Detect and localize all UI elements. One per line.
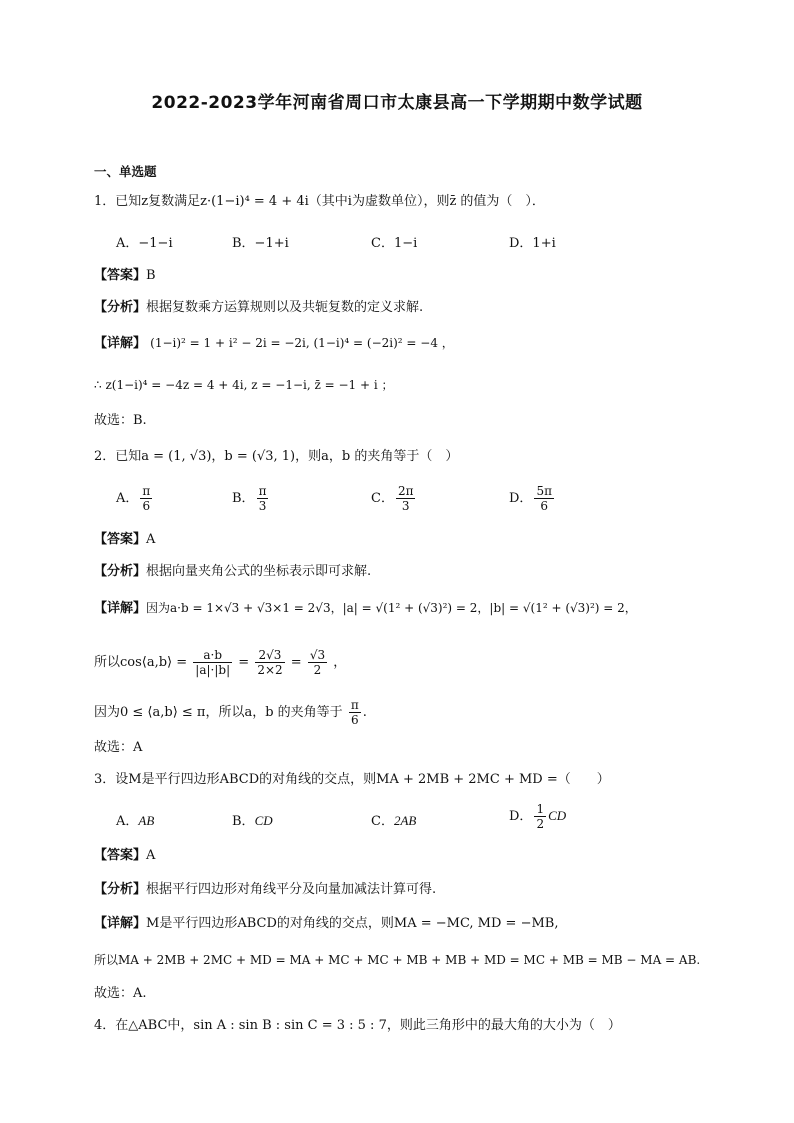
option-label: C． [371, 814, 394, 829]
q3-detail-line-1 [94, 914, 558, 934]
q2-option-b [232, 484, 270, 513]
question-2-stem: 2．已知a = (1, √3)，b = (√3, 1)，则a，b 的夹角等于（ ） [94, 449, 459, 464]
q1-detail-line-2: ∴ z(1−i)⁴ = −4z = 4 + 4i, z = −1−i, z̄ = −1 + i ； [94, 378, 394, 392]
cos-prefix: 所以cos⟨a,b⟩ = [94, 655, 188, 670]
answer-tag: 【答案】 [94, 848, 147, 863]
denominator: 2 [536, 817, 545, 831]
denominator: 3 [401, 499, 410, 513]
detail-text: M是平行四边形ABCD的对角线的交点，则MA = −MC, MD = −MB, [146, 916, 559, 931]
numerator: 2√3 [255, 648, 284, 663]
q2-conclusion: 故选：A [94, 740, 143, 755]
q1-option-c: C．1−i [371, 236, 418, 251]
fraction-angle [349, 698, 361, 727]
q1-answer [94, 266, 156, 286]
analysis-tag: 【分析】 [94, 300, 147, 315]
q1-analysis [94, 298, 423, 318]
option-vector: CD [548, 808, 567, 823]
denominator: |a|·|b| [195, 663, 231, 677]
section-heading: 一、单选题 [94, 164, 157, 179]
option-label: B． [232, 814, 255, 829]
answer-value: A [146, 848, 156, 863]
denominator: 6 [142, 499, 151, 513]
option-label: D． [509, 809, 533, 824]
line-end: . [362, 705, 367, 720]
question-1-stem: 1．已知z复数满足z·(1−i)⁴ = 4 + 4i（其中i为虚数单位），则z̄ 的值为（ ）． [94, 194, 545, 209]
equals-sign: = [290, 655, 302, 670]
q2-option-d [509, 484, 556, 513]
q3-option-a [116, 810, 154, 829]
page-title: 2022-2023学年河南省周口市太康县高一下学期期中数学试题 [151, 93, 643, 113]
fraction-result [308, 648, 327, 677]
option-vector: 2AB [393, 813, 417, 828]
numerator: 1 [536, 802, 545, 816]
q3-option-c [371, 810, 416, 829]
numerator: π [142, 484, 151, 498]
q2-option-a [116, 484, 154, 513]
q2-detail-line-1 [94, 598, 637, 619]
q1-conclusion: 故选：B. [94, 413, 147, 428]
answer-tag: 【答案】 [94, 268, 147, 283]
q1-detail-line-1 [94, 333, 454, 354]
numerator: a·b [193, 648, 232, 663]
option-fraction [140, 484, 152, 513]
q3-analysis [94, 880, 436, 900]
option-label: B． [232, 491, 255, 506]
denominator: 2×2 [257, 663, 283, 677]
option-label: A． [116, 814, 139, 829]
q1-option-b: B．−1+i [232, 236, 289, 251]
detail-tag: 【详解】 [94, 336, 147, 351]
detail-tag: 【详解】 [94, 601, 147, 616]
range-text: 因为0 ≤ ⟨a,b⟩ ≤ π，所以a，b 的夹角等于 [94, 705, 343, 720]
denominator: 6 [350, 713, 359, 727]
q2-option-c [371, 484, 417, 513]
line-end: ， [333, 655, 347, 670]
q2-detail-line-2 [94, 646, 346, 680]
analysis-text: 根据向量夹角公式的坐标表示即可求解. [146, 564, 372, 579]
numerator: π [258, 484, 267, 498]
answer-value: B [146, 268, 156, 283]
option-fraction [534, 484, 554, 513]
option-label: A． [116, 491, 139, 506]
fraction-values [255, 648, 284, 677]
option-vector: CD [254, 813, 273, 828]
q1-option-d: D．1+i [509, 236, 556, 251]
detail-tag: 【详解】 [94, 916, 147, 931]
denominator: 2 [313, 663, 322, 677]
q1-option-a: A．−1−i [116, 236, 173, 251]
question-3-stem: 3．设M是平行四边形ABCD的对角线的交点，则MA + 2MB + 2MC + MD =（ ） [94, 772, 610, 787]
denominator: 3 [258, 499, 267, 513]
detail-text: (1−i)² = 1 + i² − 2i = −2i, (1−i)⁴ = (−2i)² = −4 ， [150, 336, 454, 350]
denominator: 6 [540, 499, 549, 513]
option-fraction [257, 484, 269, 513]
analysis-tag: 【分析】 [94, 882, 147, 897]
numerator: 2π [397, 484, 414, 498]
q2-detail-line-3 [94, 698, 367, 728]
q3-option-d [509, 802, 566, 831]
numerator: √3 [309, 648, 326, 662]
answer-value: A [146, 532, 156, 547]
q3-conclusion: 故选：A. [94, 986, 147, 1001]
analysis-text: 根据平行四边形对角线平分及向量加减法计算可得. [146, 882, 437, 897]
q3-answer [94, 846, 155, 866]
q3-option-b [232, 810, 273, 829]
numerator: 5π [536, 484, 552, 498]
option-fraction [534, 802, 546, 831]
q2-analysis [94, 562, 371, 582]
option-vector: AB [138, 813, 155, 828]
q3-detail-line-2: 所以MA + 2MB + 2MC + MD = MA + MC + MC + MB + MB + MD = MC + MB = MB − MA = AB. [94, 953, 701, 967]
question-4-stem: 4．在△ABC中，sin A : sin B : sin C = 3 : 5 : 7，则此三角形中的最大角的大小为（ ） [94, 1018, 621, 1033]
option-fraction [396, 484, 416, 513]
q2-answer [94, 530, 155, 550]
equals-sign: = [238, 655, 250, 670]
fraction-dot-product [193, 648, 232, 677]
analysis-text: 根据复数乘方运算规则以及共轭复数的定义求解. [146, 300, 424, 315]
analysis-tag: 【分析】 [94, 564, 147, 579]
option-label: D． [509, 491, 533, 506]
option-label: C． [371, 491, 394, 506]
numerator: π [350, 698, 359, 712]
detail-text: 因为a·b = 1×√3 + √3×1 = 2√3，|a| = √(1² + (√3)²) = 2，|b| = √(1² + (√3)²) = 2， [146, 601, 637, 615]
answer-tag: 【答案】 [94, 532, 147, 547]
